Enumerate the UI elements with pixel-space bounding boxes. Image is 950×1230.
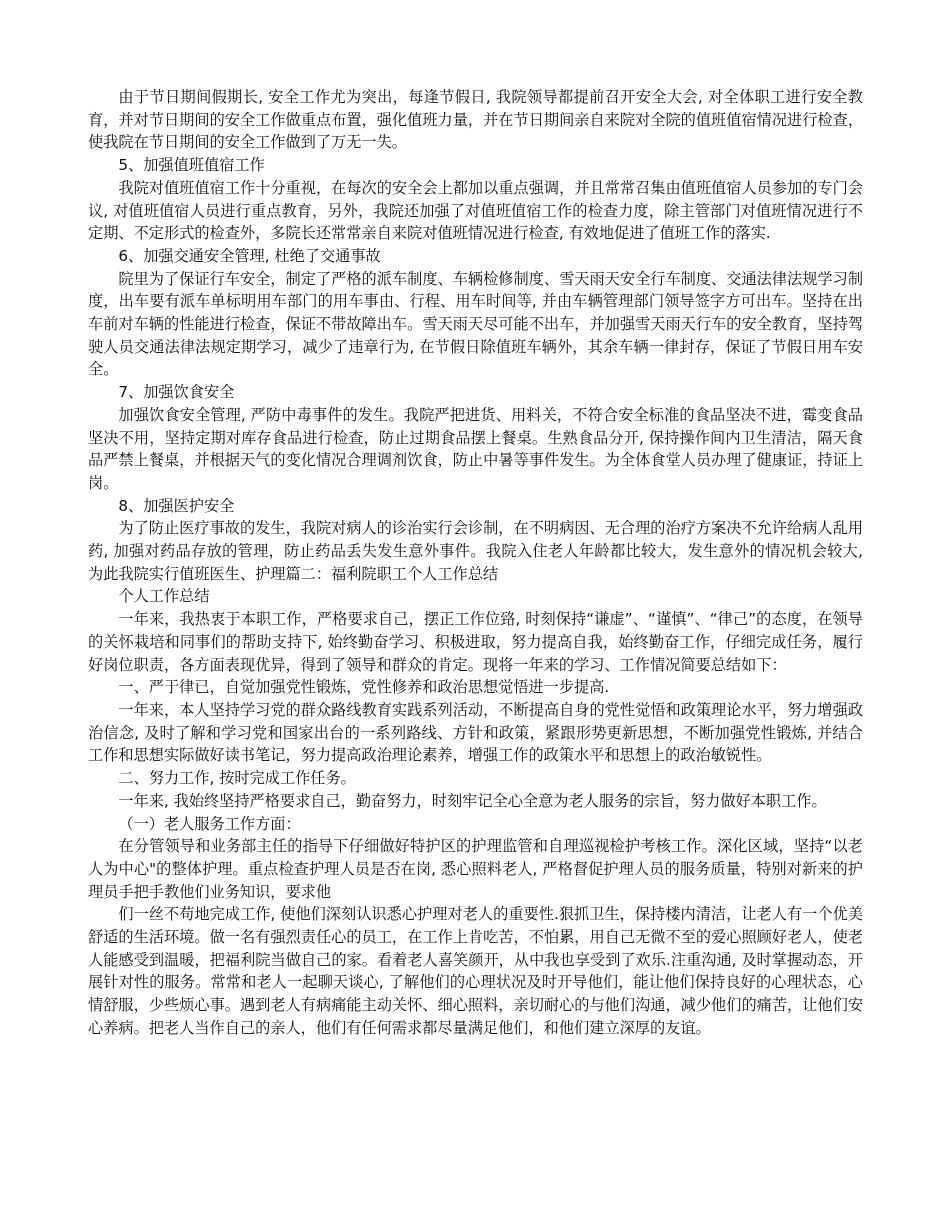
paragraph-holiday-safety: 由于节日期间假期长, 安全工作尤为突出，每逢节假日, 我院领导都提前召开安全大会, 对全体职工进行安全教育，并对节日期间的安全工作做重点布置，强化值班力量，并在节日期间亲自来院对全院的值班值宿情况进行检查，使我院在节日期间的安全工作做到了万无一失。 — [88, 88, 863, 152]
paragraph-section-two: 一年来, 我始终坚持严格要求自己，勤奋努力，时刻牢记全心全意为老人服务的宗旨，努力做好本职工作。 — [118, 791, 827, 810]
paragraph-elderly-service: 在分管领导和业务部主任的指导下仔细做好特护区的护理监管和自理巡视检护考核工作。深化区域，坚持“以老人为中心"的整体护理。重点检查护理人员是否在岗, 悉心照料老人, 严格督促护理人员的服务质量，特别对新来的护理员手把手教他们业务知识，要求他 — [88, 837, 863, 901]
paragraph-medical-safety: 为了防止医疗事故的发生，我院对病人的诊治实行会诊制，在不明病因、无合理的治疗方案决不允许给病人乱用药, 加强对药品存放的管理，防止药品丢失发生意外事件。我院入住老人年龄都比较大，发生意外的情况机会较大, 为此我院实行值班医生、护理篇二：福利院职工个人工作总结 — [88, 519, 868, 583]
heading-personal-summary: 个人工作总结 — [118, 587, 210, 606]
heading-section-one: 一、严于律已，自觉加强党性锻炼，党性修养和政治思想觉悟进一步提高. — [118, 678, 610, 697]
paragraph-duty-work: 我院对值班值宿工作十分重视，在每次的安全会上都加以重点强调，并且常常召集由值班值宿人员参加的专门会议, 对值班值宿人员进行重点教育，另外，我院还加强了对值班值宿工作的检查力度，除主管部门对值班情况进行不定期、不定形式的检查外，多院长还常常亲自来院对值班情况进行检查, 有效地促进了值班工作的落实. — [88, 178, 863, 243]
paragraph-elderly-care: 们一丝不苟地完成工作, 使他们深刻认识悉心护理对老人的重要性.狠抓卫生，保持楼内清洁，让老人有一个优美舒适的生活环境。做一名有强烈责任心的员工，在工作上肯吃苦，不怕累，用自己无微不至的爱心照顾好老人，使老人能感受到温暖，把福利院当做自己的家。看着老人喜笑颜开，从中我也享受到了欢乐.注重沟通, 及时掌握动态，开展针对性的服务。常常和老人一起聊天谈心, 了解他们的心理状况及时开导他们，能让他们保持良好的心理状态，心情舒服，少些烦心事。遇到老人有病痛能主动关怀、细心照料，亲切耐心的与他们沟通，减少他们的痛苦，让他们安心养病。把老人当作自己的亲人，他们有任何需求都尽量满足他们，和他们建立深厚的友谊。 — [88, 905, 863, 1037]
paragraph-traffic-safety: 院里为了保证行车安全，制定了严格的派车制度、车辆检修制度、雪天雨天安全行车制度、交通法律法规学习制度，出车要有派车单标明用车部门的用车事由、行程、用车时间等, 并由车辆管理部门领导签字方可出车。坚持在出车前对车辆的性能进行检查，保证不带故障出车。雪天雨天尽可能不出车，并加强雪天雨天行车的安全教育，坚持驾驶人员交通法律法规定期学习，减少了违章行为, 在节假日除值班车辆外，其余车辆一律封存，保证了节假日用车安全。 — [88, 269, 863, 379]
heading-elderly-service: （一）老人服务工作方面： — [118, 814, 301, 833]
heading-medical-safety: 8、加强医护安全 — [118, 496, 235, 515]
paragraph-food-safety: 加强饮食安全管理, 严防中毒事件的发生。我院严把进货、用料关，不符合安全标准的食品坚决不进，霉变食品坚决不用，坚持定期对库存食品进行检查，防止过期食品摆上餐桌。生熟食品分开, 保持操作间内卫生清洁，隔天食品严禁上餐桌，并根据天气的变化情况合理调剂饮食，防止中暑等事件发生。为全体食堂人员办理了健康证，持证上岗。 — [88, 405, 863, 492]
paragraph-personal-intro: 一年来，我热衷于本职工作，严格要求自己，摆正工作位臵, 时刻保持“谦虚”、“谨慎”、“律己”的态度，在领导的关怀栽培和同事们的帮助支持下, 始终勤奋学习、积极进取，努力提高自我，始终勤奋工作，仔细完成任务，履行好岗位职责，各方面表现优异，得到了领导和群众的肯定。现将一年来的学习、工作情况简要总结如下： — [88, 610, 863, 674]
heading-section-two: 二、努力工作, 按时完成工作任务。 — [118, 769, 356, 788]
heading-food-safety: 7、加强饮食安全 — [118, 383, 235, 402]
paragraph-section-one: 一年来，本人坚持学习党的群众路线教育实践系列活动，不断提高自身的党性觉悟和政策理论水平，努力增强政治信念, 及时了解和学习党和国家出台的一系列路线、方针和政策，紧跟形势更新思想，不断加强党性锻炼, 并结合工作和思想实际做好读书笔记，努力提高政治理论素养，增强工作的政策水平和思想上的政治敏锐性。 — [88, 700, 863, 765]
heading-traffic-safety: 6、加强交通安全管理, 杜绝了交通事故 — [118, 246, 381, 265]
document-body — [88, 86, 868, 1040]
heading-duty-work: 5、加强值班值宿工作 — [118, 156, 265, 175]
